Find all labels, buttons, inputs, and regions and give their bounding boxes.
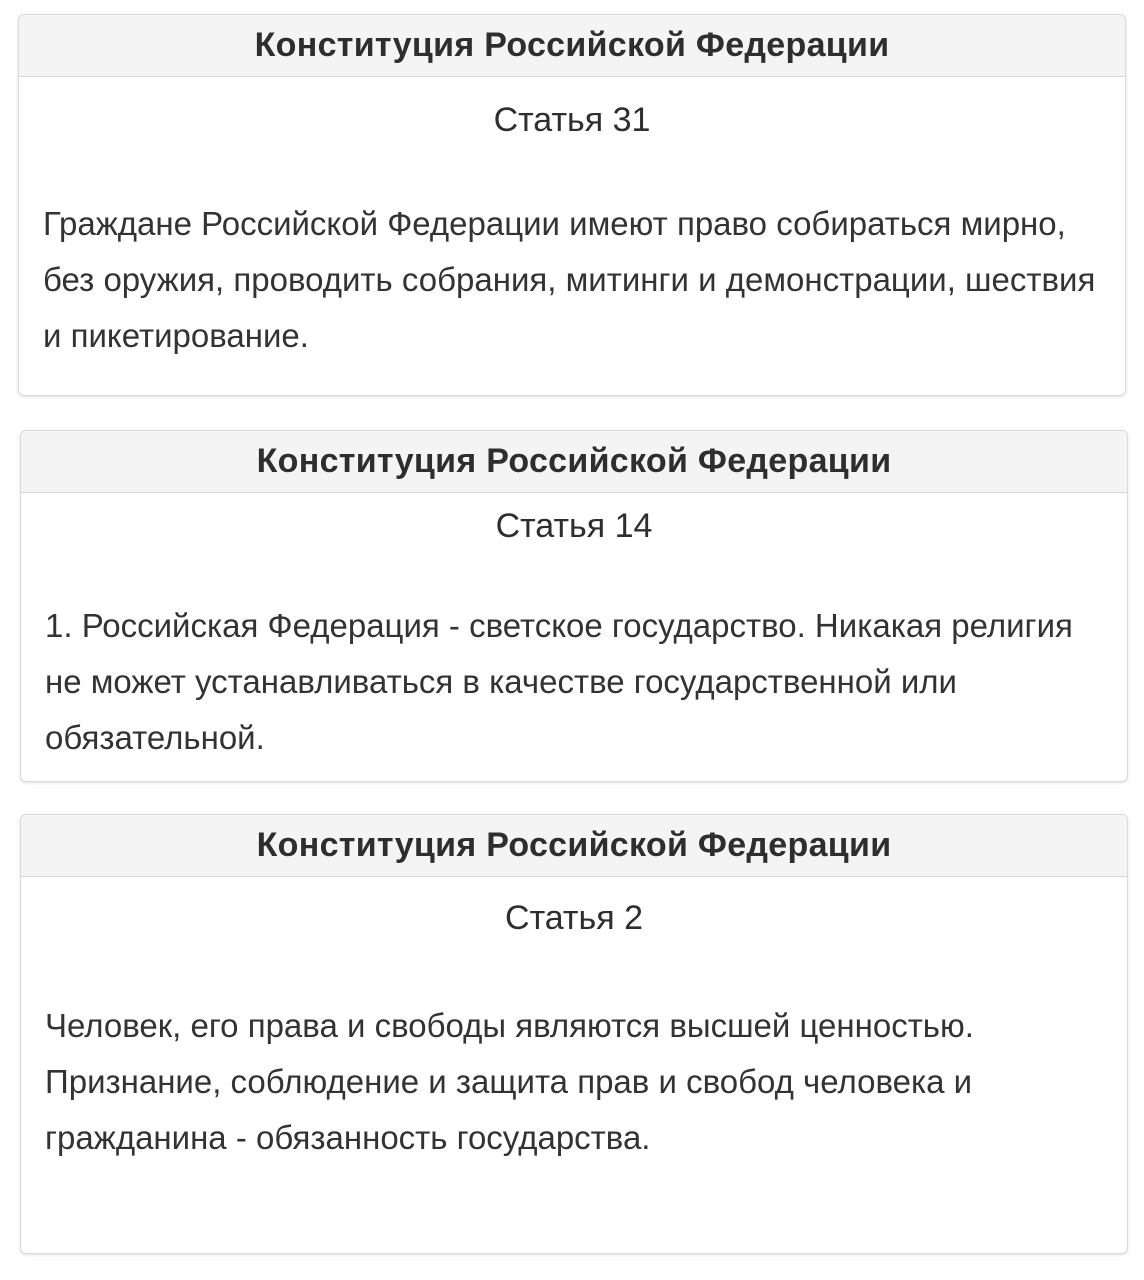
card-header-title: Конституция Российской Федерации: [21, 815, 1127, 877]
card-article-text: Человек, его права и свободы являются высшей ценностью. Признание, соблюдение и защита прав и свобод человека и гражданина - обязанность государства.: [45, 1007, 974, 1156]
constitution-card-article-2: [20, 814, 1128, 1254]
constitution-card-article-31: [18, 14, 1126, 396]
constitution-card-article-14: [20, 430, 1128, 782]
card-header-title: Конституция Российской Федерации: [21, 431, 1127, 493]
card-article-text: Граждане Российской Федерации имеют право собираться мирно, без оружия, проводить собрания, митинги и демонстрации, шествия и пикетирование.: [43, 205, 1096, 354]
card-header-title: Конституция Российской Федерации: [19, 15, 1125, 77]
card-article-text: 1. Российская Федерация - светское государство. Никакая религия не может устанавливаться в качестве государственной или обязательной.: [45, 607, 1073, 756]
card-article-number: Статья 2: [505, 899, 643, 937]
card-article-number: Статья 31: [493, 101, 651, 139]
card-article-number: Статья 14: [495, 507, 653, 545]
